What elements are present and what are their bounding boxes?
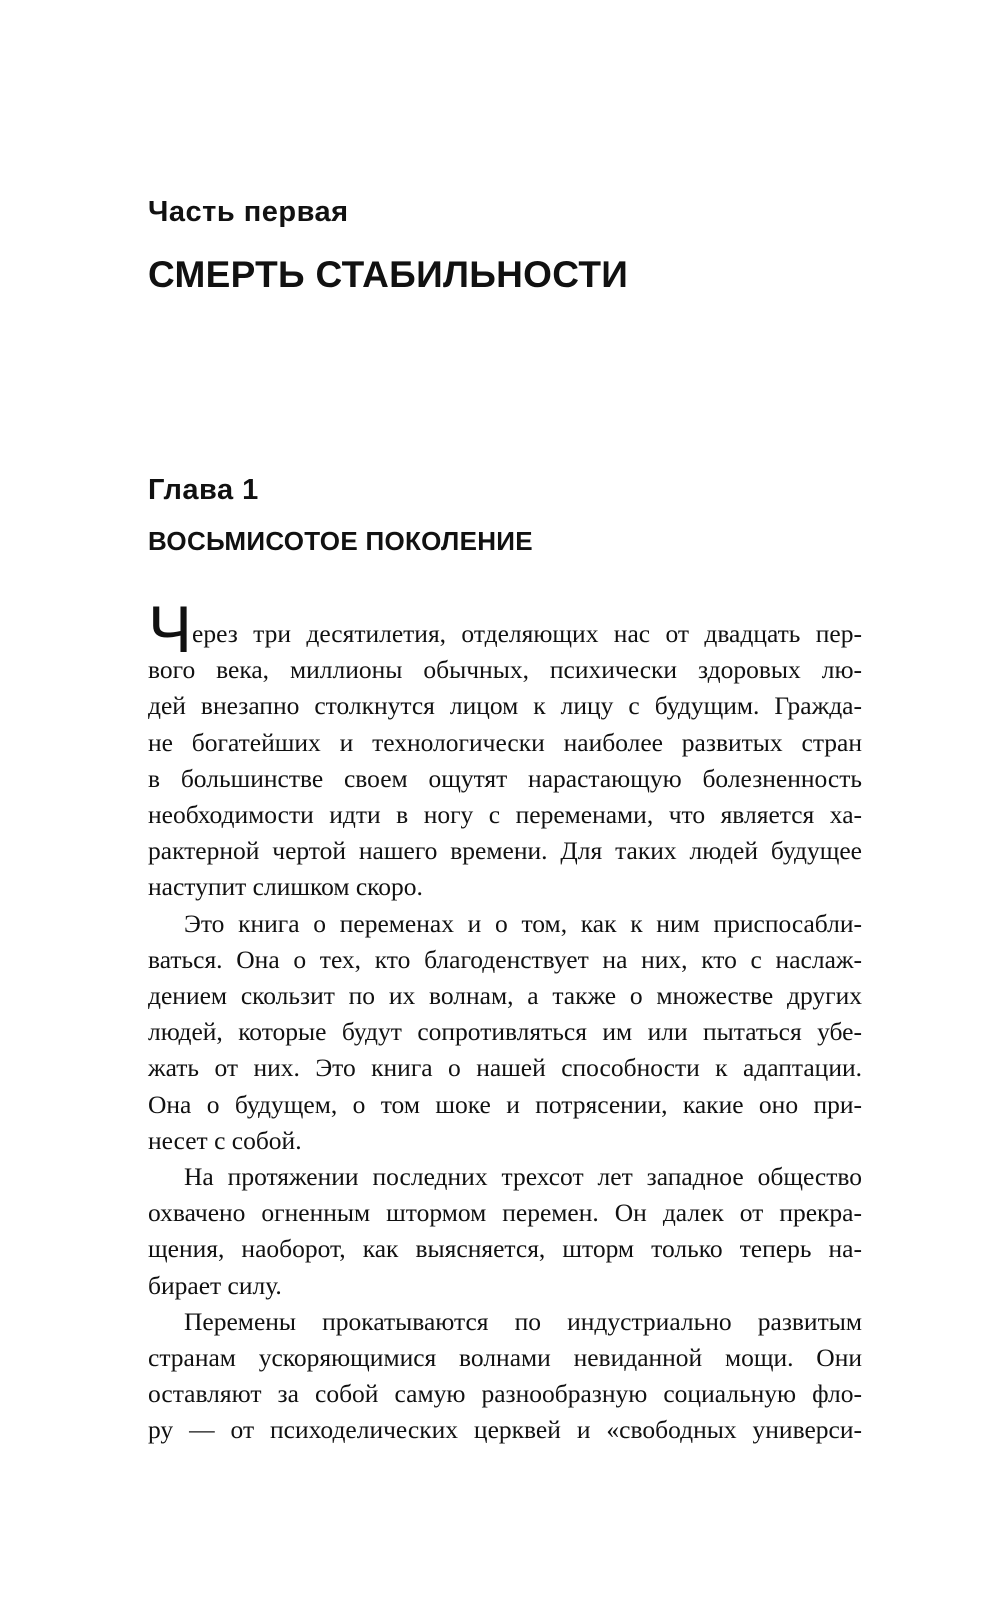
- dropcap-row: [148, 592, 862, 666]
- text-line: охвачено огненным штормом перемен. Он далек от прекра-: [148, 1198, 862, 1228]
- drop-cap: Ч: [148, 592, 192, 666]
- part-title: СМЕРТЬ СТАБИЛЬНОСТИ: [148, 254, 629, 295]
- text-line: бирает силу.: [148, 1270, 282, 1300]
- text-line: щения, наоборот, как выясняется, шторм только теперь на-: [148, 1234, 862, 1264]
- text-line: жать от них. Это книга о нашей способности к адаптации.: [148, 1053, 862, 1083]
- text-line: не богатейших и технологически наиболее развитых стран: [148, 727, 862, 757]
- text-line: рактерной чертой нашего времени. Для таких людей будущее: [148, 836, 862, 866]
- text-line: ваться. Она о тех, кто благоденствует на них, кто с наслаж-: [148, 944, 862, 974]
- text-line: Она о будущем, о том шоке и потрясении, какие оно при-: [148, 1089, 862, 1119]
- text-line: несет с собой.: [148, 1125, 302, 1155]
- chapter-title: ВОСЬМИСОТОЕ ПОКОЛЕНИЕ: [148, 526, 533, 556]
- text-line: ерез три десятилетия, отделяющих нас от двадцать пер-: [192, 619, 862, 648]
- text-line: необходимости идти в ногу с переменами, что является ха-: [148, 800, 862, 830]
- text-line: оставляют за собой самую разнообразную социальную фло-: [148, 1379, 862, 1409]
- text-line: вого века, миллионы обычных, психически здоровых лю-: [148, 655, 862, 685]
- text-line: людей, которые будут сопротивляться им или пытаться убе-: [148, 1017, 862, 1047]
- text-line: в большинстве своем ощутят нарастающую болезненность: [148, 763, 862, 793]
- part-label: Часть первая: [148, 196, 349, 228]
- paragraph-2: [148, 906, 862, 1159]
- text-line: дей внезапно столкнутся лицом к лицу с будущим. Гражда-: [148, 691, 862, 721]
- chapter-label: Глава 1: [148, 474, 259, 506]
- chapter-body-text: [148, 592, 862, 1449]
- text-line: дением скользит по их волнам, а также о множестве других: [148, 981, 862, 1011]
- paragraph-1: [148, 592, 862, 906]
- text-line: Это книга о переменах и о том, как к ним приспосабли-: [184, 908, 862, 938]
- text-line: ру — от психоделических церквей и «свободных универси-: [148, 1415, 862, 1445]
- paragraph-4: [148, 1304, 862, 1449]
- paragraph-3: [148, 1159, 862, 1304]
- text-line: наступит слишком скоро.: [148, 872, 423, 902]
- text-line: На протяжении последних трехсот лет западное общество: [184, 1162, 862, 1192]
- text-line: Перемены прокатываются по индустриально развитым: [184, 1306, 862, 1336]
- text-line: странам ускоряющимися волнами невиданной мощи. Они: [148, 1343, 862, 1373]
